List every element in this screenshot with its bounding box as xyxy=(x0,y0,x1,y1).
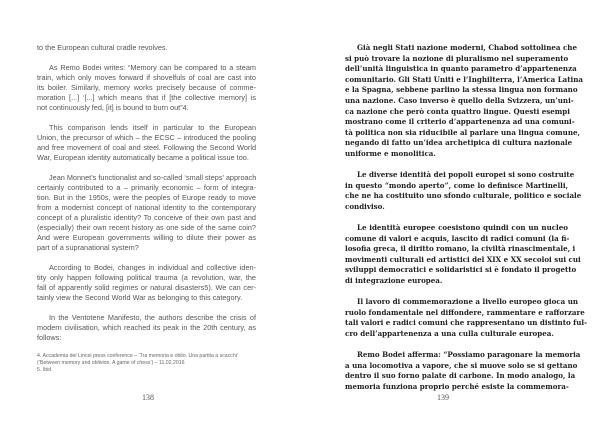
text-line: This comparison lends itself in particular to the European xyxy=(49,123,256,132)
text-line: modern civilisation, which reached its peak in the 20th century, as xyxy=(37,323,256,332)
text-line: And were European governments willing to dilute their power as xyxy=(37,233,256,242)
paragraph xyxy=(345,350,581,392)
text-line: concept of a pluralistic identity? To conceive of their own past and xyxy=(37,213,256,222)
paragraph xyxy=(345,297,588,339)
text-line: fall of apparently solid regimes or natural disasters5). We can cer- xyxy=(37,283,256,292)
text-line: una nazione. Caso inverso è quello della Svizzera, un’uni- xyxy=(345,95,574,105)
right-page xyxy=(300,0,600,425)
text-line: moration [...] ‘[...] which means that if [the collective memory] is xyxy=(37,93,256,102)
text-line: In the Ventotene Manifesto, the authors describe the crisis of xyxy=(49,313,256,322)
text-line: (especially) their own recent history as one side of the same coin? xyxy=(37,223,256,232)
page-number-right: 139 xyxy=(437,393,449,402)
text-line: certainly contributed to a – primarily economic – form of integra- xyxy=(37,183,256,192)
text-line: Le diverse identità dei popoli europei si sono costruite xyxy=(357,170,575,180)
text-line: ruolo fondamentale nel diffondere, rammentare e rafforzare xyxy=(345,307,585,317)
paragraph xyxy=(37,263,256,303)
text-line: movimenti culturali ed artistici del XIX e XX secoloi sui cui xyxy=(345,254,581,264)
text-line: losofia greca, il diritto romano, la civiltà rinascimentale, i xyxy=(345,244,576,254)
footnote: 4. Accademia dei Lincei press conference – ‘Tra memoria e oblio. Una partita a scacchi’ (‘Between memory and oblivion. A game of chess’) – 11.02.2016 xyxy=(37,353,238,366)
paragraph xyxy=(37,43,256,53)
text-line: part of a supranational system? xyxy=(37,243,139,252)
text-line: Il lavoro di commemorazione a livello europeo gioca un xyxy=(357,297,579,307)
text-line: tainly view the Second World War as belonging to this category. xyxy=(37,293,243,302)
text-line: to the European cultural cradle revolves. xyxy=(37,43,168,52)
text-line: tion. But in the 1950s, were the peoples of Europe ready to move xyxy=(37,193,256,202)
text-line: War, European identity automatically became a political issue too. xyxy=(37,153,249,162)
text-line: condiviso. xyxy=(345,201,385,211)
text-line: ca nazione che però conta quattro lingue. Questi esempi xyxy=(345,106,570,116)
text-line: di integrazione europea. xyxy=(345,276,443,286)
paragraph xyxy=(345,223,581,287)
text-line: tali valori e radici comuni che rappresentano un distinto ful- xyxy=(345,318,588,328)
text-line: dentro il suo forno palate di carbone. In modo analogo, la xyxy=(345,371,576,381)
text-line: e la Spagna, sebbene parlino la stessa lingua non formano xyxy=(345,85,578,95)
text-line: Remo Bodei afferma: “Possiamo paragonare la memoria xyxy=(357,350,581,360)
footnotes xyxy=(37,353,256,374)
text-line: tà politica non sia riducibile al parlare una lingua comune, xyxy=(345,127,580,137)
paragraph xyxy=(345,43,583,160)
text-line: cro dell’appartenenza a una culla culturale europea. xyxy=(345,329,554,339)
text-line: train, which only moves forward if shovelfuls of coal are cast into xyxy=(37,73,256,82)
paragraph xyxy=(37,63,256,113)
paragraph xyxy=(37,313,256,343)
text-line: follows: xyxy=(37,333,62,342)
right-page-body xyxy=(345,43,588,403)
footnote: 5. Ibid xyxy=(37,367,52,373)
text-line: not continuously fed, [it] is bound to burn out”4. xyxy=(37,103,189,112)
text-line: Le identità europee coesistono quindi con un nucleo xyxy=(357,223,568,233)
text-line: uniforme e monolitica. xyxy=(345,148,436,158)
text-line: sviluppi democratici e solidaristici si è fondato il progetto xyxy=(345,265,577,275)
page-number-left: 138 xyxy=(142,393,154,402)
text-line: che ne ha costituito uno sfondo culturale, politico e sociale xyxy=(345,191,582,201)
text-line: and free movement of coal and steel. Following the Second World xyxy=(37,143,256,152)
text-line: negando di fatto un’idea archetipica di cultura nazionale xyxy=(345,138,573,148)
text-line: memoria funziona proprio perché esiste la commemora- xyxy=(345,382,569,391)
text-line: a una locomotiva a vapore, che si muove solo se si gettano xyxy=(345,360,578,370)
paragraph xyxy=(345,170,582,212)
text-line: Già negli Stati nazione moderni, Chabod sottolinea che xyxy=(357,43,577,52)
text-line: Jean Monnet’s functionalist and so-called ‘small steps’ approach xyxy=(49,173,257,182)
text-line: from a modernist concept of national identity to the contemporary xyxy=(37,203,256,212)
left-page-body xyxy=(37,43,256,353)
paragraph xyxy=(37,173,256,253)
text-line: in questo “mondo aperto”, come lo definisce Martinelli, xyxy=(345,180,568,190)
text-line: its boiler. Similarly, memory works precisely because of comme- xyxy=(37,83,256,92)
text-line: comunitario. Gli Stati Uniti e l’Inghilterra, l’America Latina xyxy=(345,74,583,84)
text-line: tity only happen following political trauma (a revolution, war, the xyxy=(37,273,256,282)
text-line: According to Bodei, changes in individual and collective iden- xyxy=(49,263,256,272)
paragraph xyxy=(37,123,256,163)
text-line: si può trovare la nozione di pluralismo nel superamento xyxy=(345,53,569,63)
text-line: dell’unità linguistica in quanto parametro d’appartenenza xyxy=(345,64,577,74)
text-line: As Remo Bodei writes: “Memory can be compared to a steam xyxy=(49,63,256,72)
text-line: Union, the precursor of which – the ECSC – introduced the pooling xyxy=(37,133,256,142)
text-line: comune di valori e acquis, lascito di radici comuni (la fi- xyxy=(345,233,570,243)
text-line: mostrano come il criterio d’appartenenza ad una comuni- xyxy=(345,117,575,127)
